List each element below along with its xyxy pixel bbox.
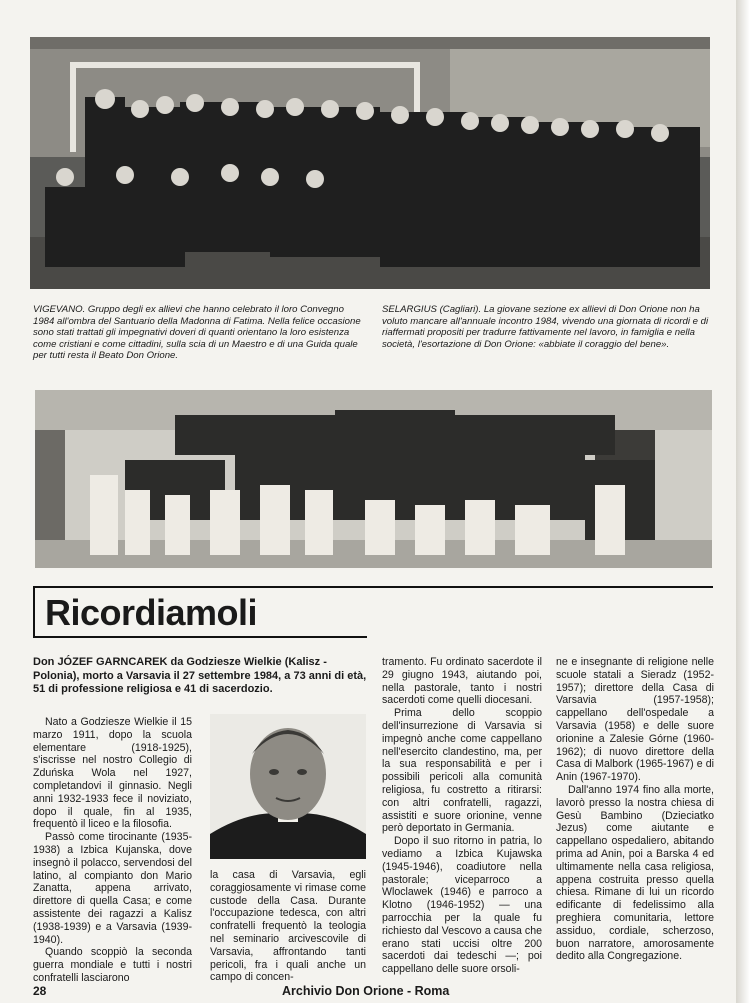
article-column-2 xyxy=(210,869,366,984)
col3-paragraph: Dopo il suo ritorno in patria, lo vediamo a Izbica Kujawska (1945-1946), coadiutore nella pastorale; viceparroco a Wloclawek (1946) e parroco a Klotno (1946-1952) — una parrocchia per la quale fu richiesto dal Vescovo a causa che erano stati uccisi oltre 200 sacerdoti dai tedeschi —; poi cappellano delle suore orsoli- xyxy=(382,835,542,976)
col3-paragraph: Prima dello scoppio dell'insurrezione di Varsavia si impegnò anche come cappellano nell'esercito clandestino, ma, per la sua responsabilità e per i possibili pericoli alla comunità religiosa, fu costretto a ritirarsi: con altri confratelli, ragazzi, assistiti e suore orionine, venne però deportato in Germania. xyxy=(382,707,542,835)
heading-bottom-rule xyxy=(33,636,367,638)
selargius-group-photo xyxy=(35,390,712,568)
selargius-caption: SELARGIUS (Cagliari). La giovane sezione ex allievi di Don Orione non ha voluto mancare all'annuale incontro 1984, vivendo una giornata di ricordi e di riaffermati propositi per tradurre fattivamente nel lavoro, in famiglia e nella società, l'esortazione di Don Orione: «abbiate il coraggio del bene». xyxy=(382,304,709,350)
article-intro: Don JÓZEF GARNCAREK da Godziesze Wielkie (Kalisz - Polonia), morto a Varsavia il 27 settembre 1984, a 73 anni di età, 51 di professione religiosa e 41 di sacerdozio. xyxy=(33,656,367,696)
vigevano-caption: VIGEVANO. Gruppo degli ex allievi che hanno celebrato il loro Convegno 1984 all'ombra del Santuario della Madonna di Fatima. Nella felice occasione sono stati trattati gli impegnativi doveri di quanti orientano la loro esistenza come cristiani e come cittadini, sulla scia di un Maestro e di una Guida quale per tutti resta il Beato Don Orione. xyxy=(33,304,361,362)
archive-credit: Archivio Don Orione - Roma xyxy=(282,984,450,998)
article-column-3 xyxy=(382,656,542,976)
col2-paragraph: la casa di Varsavia, egli coraggiosamente vi rimase come custode della Casa. Durante l'occupazione tedesca, con altri confratelli frequentò la teologia nel seminario arcivescovile di Varsavia, affrontando tanti pericoli, fra i quali anche un campo di concen- xyxy=(210,869,366,984)
article-column-4 xyxy=(556,656,714,963)
col4-paragraph: Dall'anno 1974 fino alla morte, lavorò presso la nostra chiesa di Gesù Bambino (Dzieciatko Jezus) come aiutante e cappellano ospedaliero, abitando prima ad Anin, poi a Barska 4 ed ultimamente nella casa religiosa, appena costruita presso quella chiesa. Rimane di lui un ricordo edificante di fedelissimo alla preghiera comunitaria, lettore assiduo, cordiale, scherzoso, buon narratore, amorosamente dedito alla Congregazione. xyxy=(556,783,714,963)
col1-paragraph: Passò come tirocinante (1935-1938) a Izbica Kujanska, dove insegnò il polacco, servendosi del latino, al compianto don Mario Zanatta, appena arrivato, direttore di quella Casa; e come assistente dei ragazzi a Kalisz (1938-1939) e a Varsavia (1939-1940). xyxy=(33,831,192,946)
portrait-photo xyxy=(210,714,366,859)
col3-paragraph: tramento. Fu ordinato sacerdote il 29 giugno 1943, aiutando poi, nella pastorale, tanto i nostri sacerdoti come quelli diocesani. xyxy=(382,656,542,707)
vigevano-group-photo xyxy=(30,37,710,289)
section-heading-box xyxy=(33,586,367,636)
page-spine-edge xyxy=(736,0,750,1003)
page-number: 28 xyxy=(33,984,47,998)
col4-paragraph: ne e insegnante di religione nelle scuole statali a Sieradz (1952-1957); direttore della Casa di Varsavia (1957-1958); cappellano dell'ospedale a Varsavia (1958) e delle suore orionine a Zalesie Górne (1960-1962); di nuovo direttore della Casa di Malbork (1965-1967) e di Anin (1967-1970). xyxy=(556,656,714,784)
col1-paragraph: Quando scoppiò la seconda guerra mondiale e tutti i nostri confratelli lasciarono xyxy=(33,946,192,984)
col1-paragraph: Nato a Godziesze Wielkie il 15 marzo 1911, dopo la scuola elementare (1918-1925), s'iscrisse nel nostro Collegio di Zduńska Wola nel 1927, completandovi il ginnasio. Negli anni 1932-1933 fece il noviziato, dopo il quale, fin al 1935, frequentò il liceo e la filosofia. xyxy=(33,716,192,831)
section-title: Ricordiamoli xyxy=(45,592,258,633)
article-column-1 xyxy=(33,716,192,985)
